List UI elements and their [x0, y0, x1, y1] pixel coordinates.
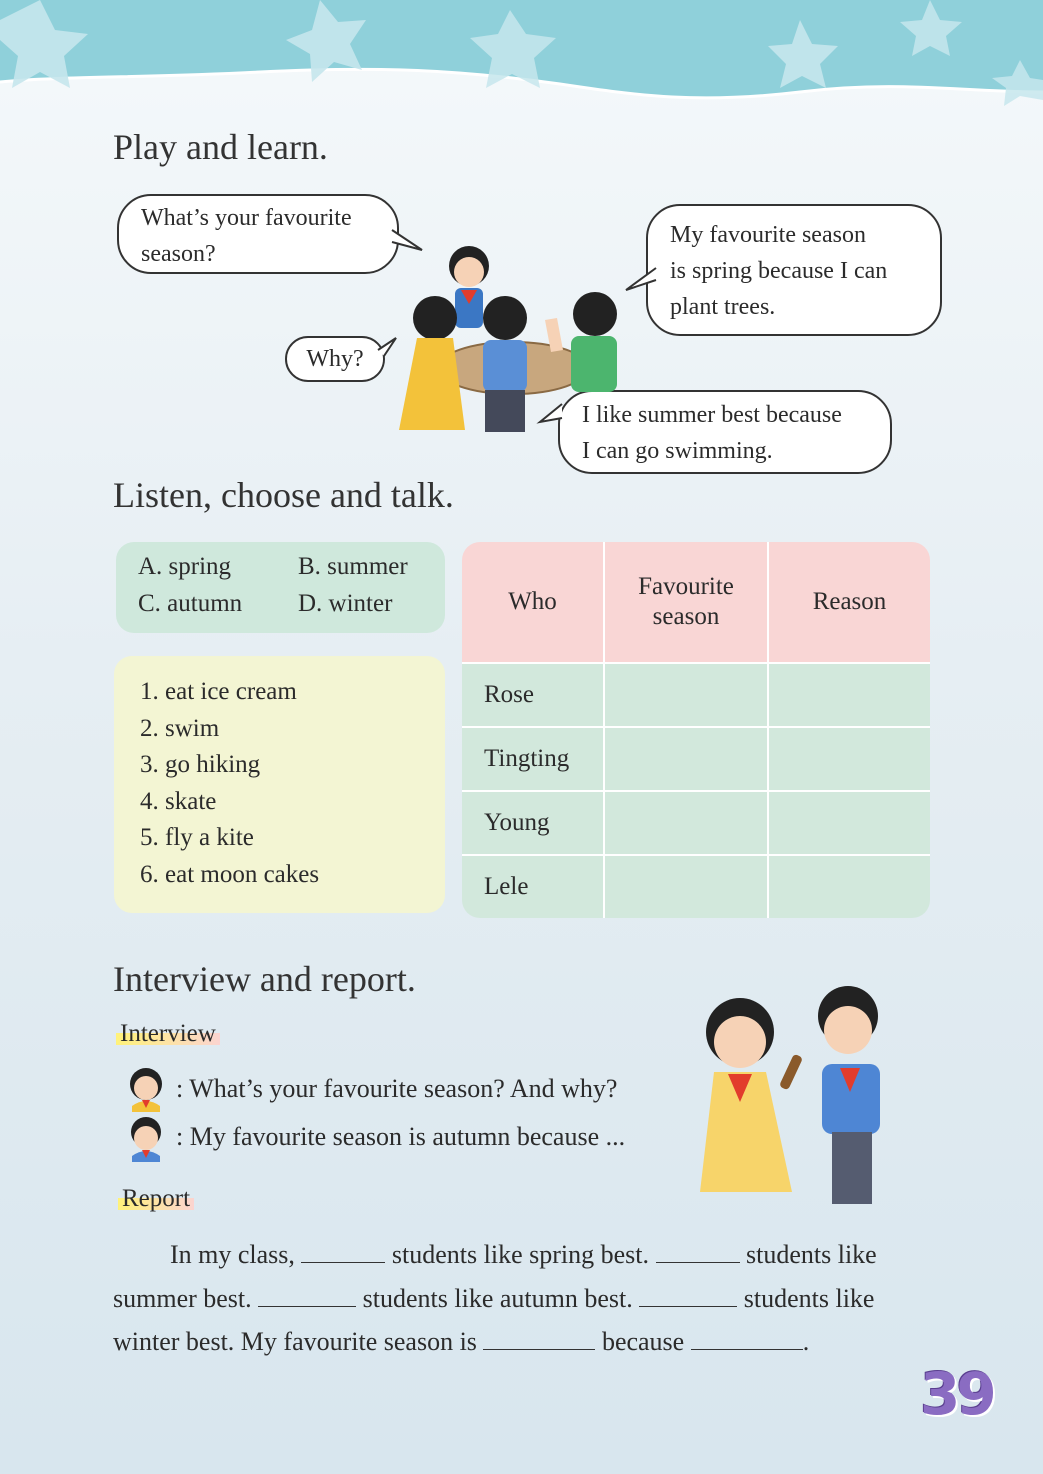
report-text: students like — [739, 1240, 877, 1269]
row-name-cell: Lele — [462, 855, 604, 918]
reason-answer-cell[interactable] — [768, 663, 930, 727]
report-text: In my class, — [170, 1240, 302, 1269]
option-item: D. winter — [298, 590, 393, 617]
speech-bubble-question — [117, 194, 399, 274]
speech-bubble-why — [285, 336, 385, 382]
reason-answer-cell[interactable] — [768, 791, 930, 855]
column-header-who: Who — [462, 542, 604, 663]
report-text: summer best. — [113, 1284, 259, 1313]
interview-illustration — [688, 982, 908, 1208]
blank-field[interactable] — [483, 1327, 595, 1350]
interview-answer-line: : My favourite season is autumn because ... — [176, 1122, 626, 1151]
report-line-2 — [113, 1284, 933, 1314]
table-row — [462, 791, 930, 855]
blank-field[interactable] — [691, 1327, 803, 1350]
bubble-tail-icon — [622, 266, 658, 294]
column-header-reason: Reason — [768, 542, 930, 663]
reason-answer-cell[interactable] — [768, 727, 930, 791]
bubble-line: Why? — [306, 346, 364, 372]
season-answer-cell[interactable] — [604, 663, 768, 727]
interview-label: Interview — [116, 1020, 220, 1048]
row-name-cell: Rose — [462, 663, 604, 727]
activity-item: 5. fly a kite — [140, 824, 254, 852]
girl-avatar-icon — [126, 1066, 166, 1112]
boy-avatar-icon — [126, 1116, 166, 1162]
interview-question-line: : What’s your favourite season? And why? — [176, 1074, 618, 1103]
report-line-3 — [113, 1327, 933, 1357]
bubble-line: What’s your favourite — [141, 205, 352, 231]
bubble-line: season? — [141, 241, 216, 267]
report-text: students like — [737, 1284, 875, 1313]
activity-item: 2. swim — [140, 714, 220, 742]
bubble-line: plant trees. — [670, 294, 776, 320]
section-title-listen: Listen, choose and talk. — [113, 475, 454, 515]
reason-answer-cell[interactable] — [768, 855, 930, 918]
table-row — [462, 663, 930, 727]
option-item: A. spring — [138, 553, 232, 580]
activity-item: 4. skate — [140, 787, 217, 815]
report-label: Report — [118, 1185, 194, 1213]
page-number: 39 — [920, 1360, 993, 1428]
section-title-interview: Interview and report. — [113, 959, 416, 999]
top-banner — [0, 0, 1043, 140]
answer-table — [462, 542, 930, 918]
season-answer-cell[interactable] — [604, 791, 768, 855]
blank-field[interactable] — [301, 1240, 385, 1263]
table-row — [462, 727, 930, 791]
blank-field[interactable] — [258, 1284, 356, 1307]
row-name-cell: Young — [462, 791, 604, 855]
report-text: students like spring best. — [385, 1240, 656, 1269]
bubble-line: I can go swimming. — [582, 438, 773, 464]
section-title-play: Play and learn. — [113, 127, 328, 167]
column-header-favourite-season: Favourite season — [604, 542, 768, 663]
table-row — [462, 855, 930, 918]
options-box — [116, 542, 445, 633]
activity-item: 3. go hiking — [140, 751, 261, 779]
speech-bubble-spring — [646, 204, 942, 336]
option-item: C. autumn — [138, 590, 243, 617]
blank-field[interactable] — [656, 1240, 740, 1263]
report-text: because — [595, 1327, 691, 1356]
season-answer-cell[interactable] — [604, 727, 768, 791]
report-line-1 — [113, 1240, 933, 1270]
report-text: . — [802, 1327, 810, 1356]
blank-field[interactable] — [639, 1284, 737, 1307]
activity-item: 6. eat moon cakes — [140, 860, 320, 888]
activity-item: 1. eat ice cream — [140, 678, 297, 705]
children-group-illustration — [395, 240, 625, 438]
activities-box — [114, 656, 445, 913]
bubble-line: I like summer best because — [582, 402, 842, 428]
season-answer-cell[interactable] — [604, 855, 768, 918]
bubble-line: My favourite season — [670, 222, 866, 248]
bubble-line: is spring because I can — [670, 258, 888, 284]
row-name-cell: Tingting — [462, 727, 604, 791]
table-header-row — [462, 542, 930, 663]
report-text: students like autumn best. — [356, 1284, 640, 1313]
option-item: B. summer — [298, 553, 408, 580]
report-text: winter best. My favourite season is — [113, 1327, 484, 1356]
